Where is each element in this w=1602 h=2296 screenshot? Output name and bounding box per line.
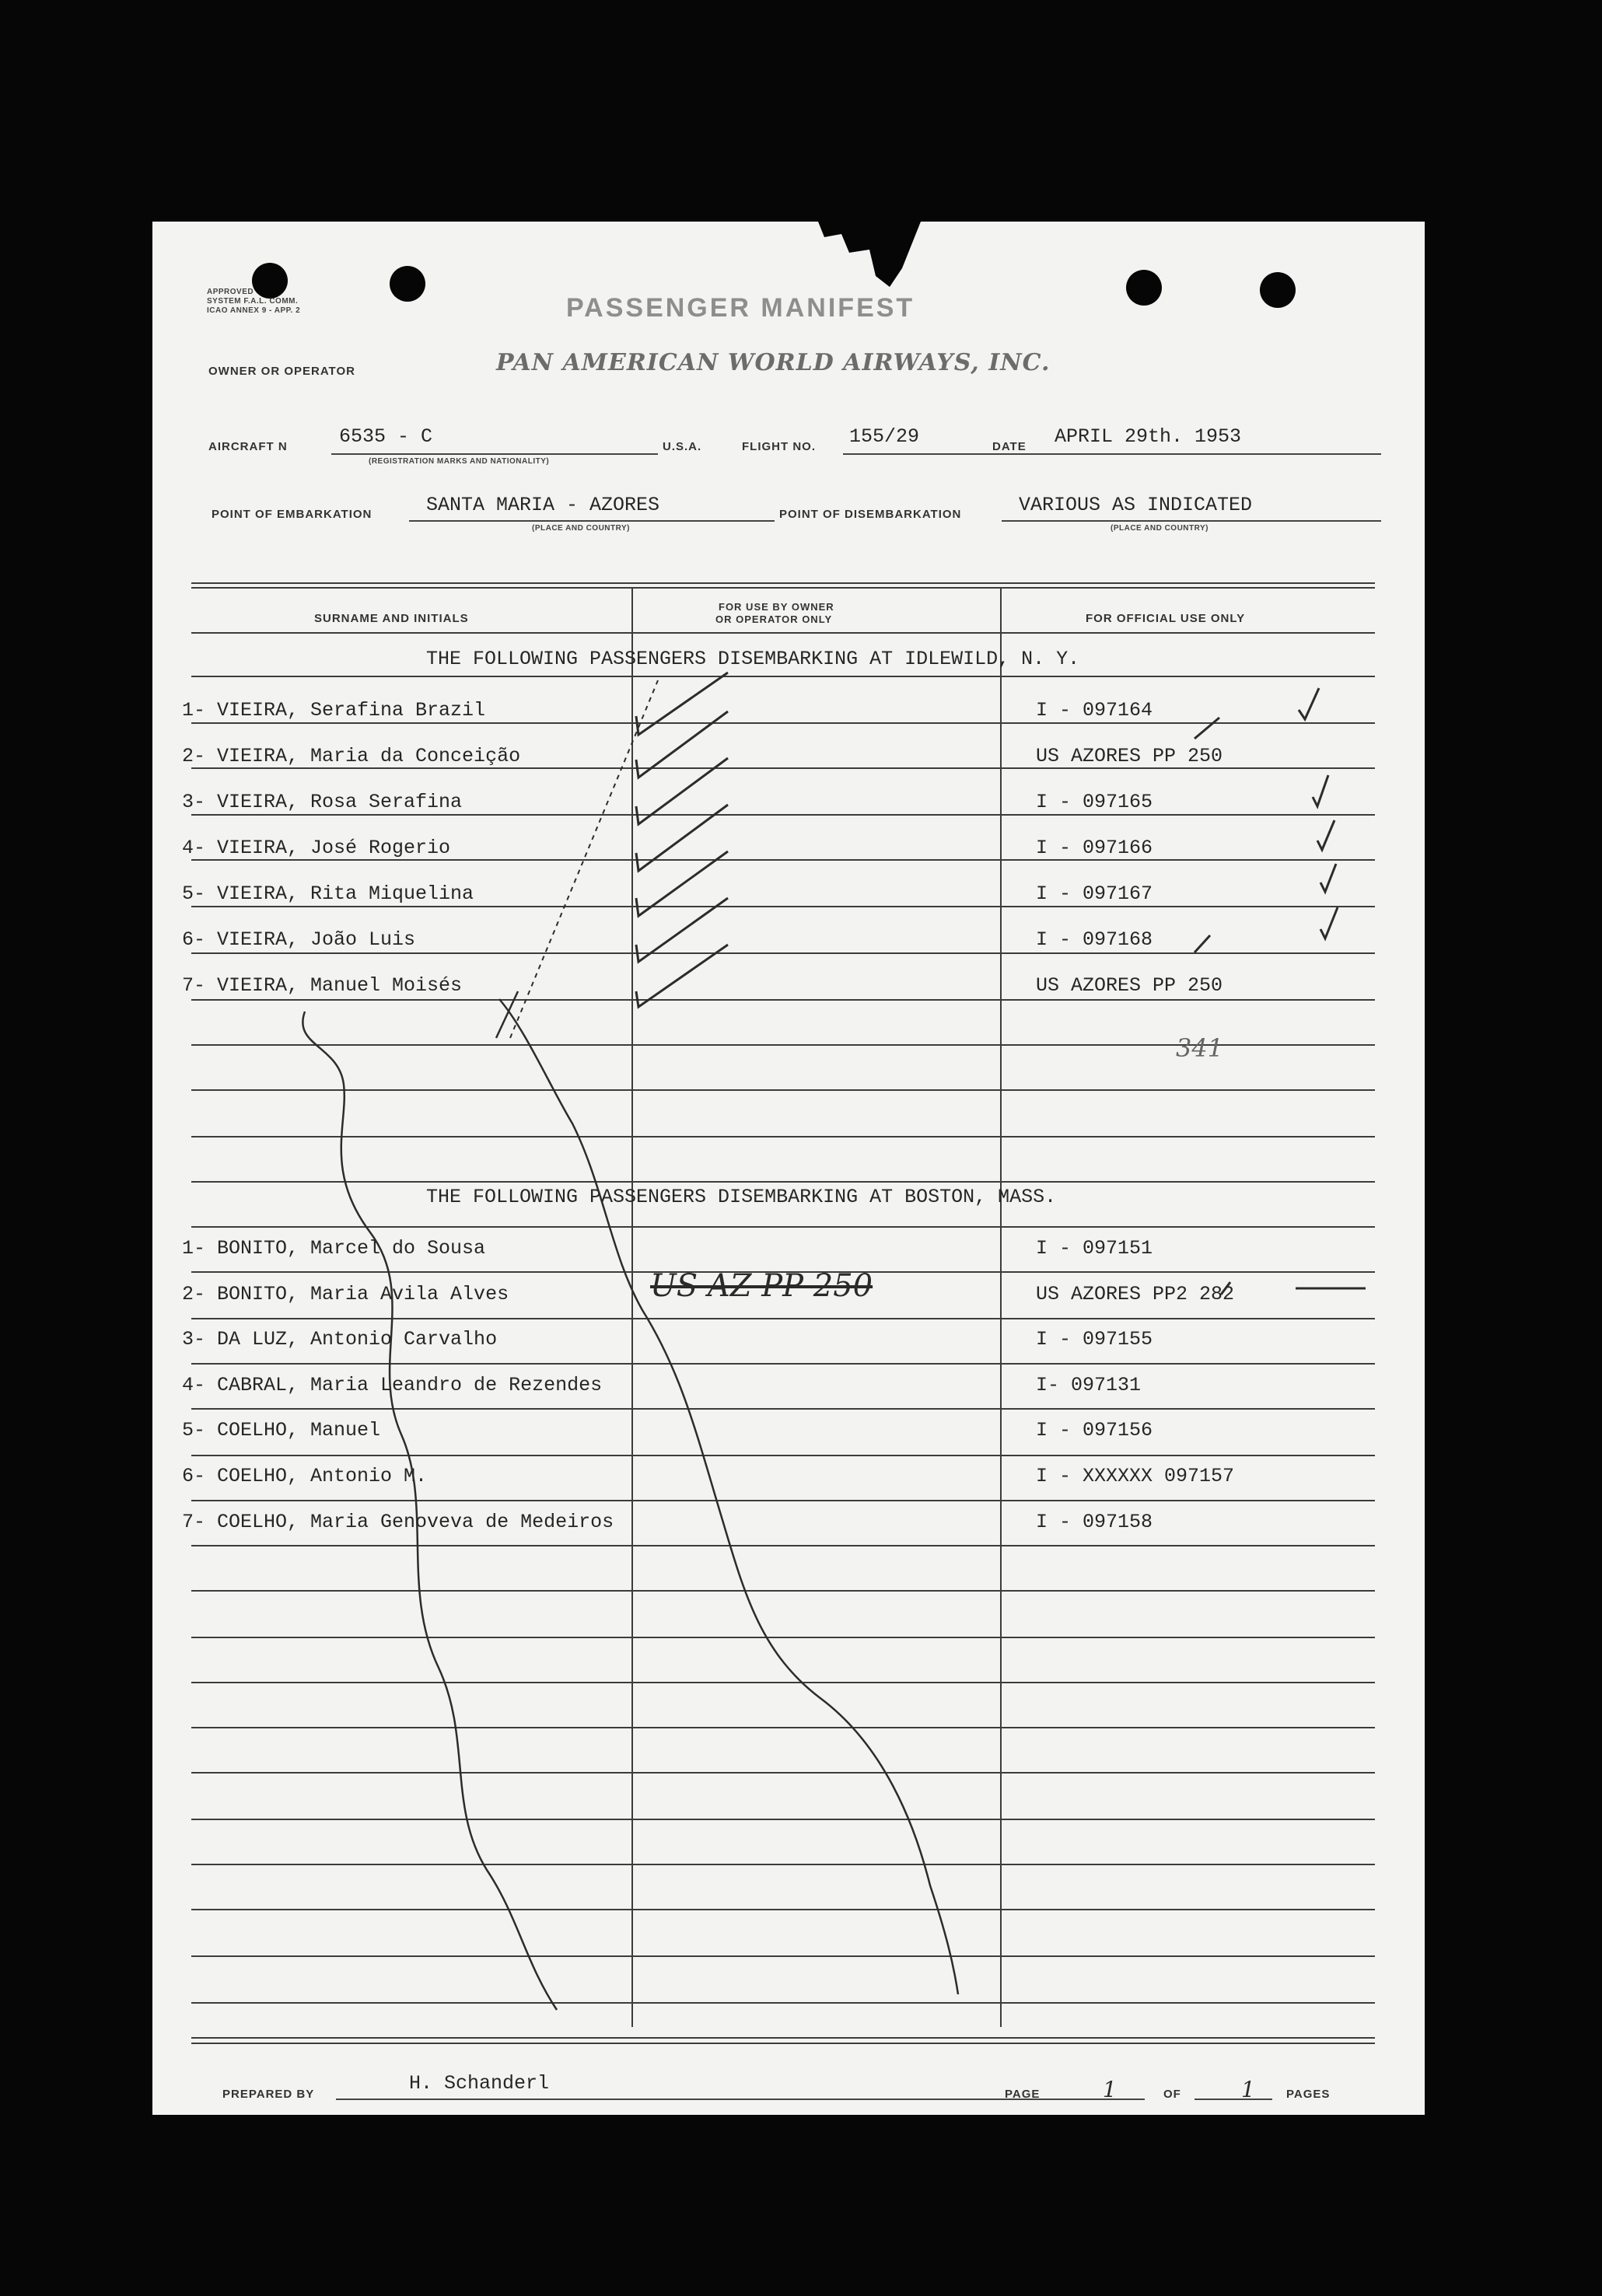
check-icon xyxy=(1299,688,1319,719)
passenger-name: 4- CABRAL, Maria Leandro de Rezendes xyxy=(182,1373,603,1396)
flight-label: FLIGHT NO. xyxy=(742,440,816,453)
official-entry: I- 097131 xyxy=(1036,1373,1142,1396)
official-entry: I - 097166 xyxy=(1036,837,1153,859)
passenger-name: 1- VIEIRA, Serafina Brazil xyxy=(182,699,486,722)
passenger-name: 2- VIEIRA, Maria da Conceição xyxy=(182,745,521,767)
column-official: FOR OFFICIAL USE ONLY xyxy=(1086,612,1246,625)
aircraft-sub: (REGISTRATION MARKS AND NATIONALITY) xyxy=(369,457,550,466)
disembark-label: POINT OF DISEMBARKATION xyxy=(779,508,962,521)
passenger-name: 6- VIEIRA, João Luis xyxy=(182,928,416,951)
approval-line: ICAO ANNEX 9 - APP. 2 xyxy=(207,306,301,315)
official-entry: I - 097165 xyxy=(1036,791,1153,813)
official-entry: US AZORES PP 250 xyxy=(1036,745,1223,767)
page-label: PAGE xyxy=(1005,2088,1041,2101)
prepared-value: H. Schanderl xyxy=(409,2072,550,2095)
group-heading-boston: THE FOLLOWING PASSENGERS DISEMBARKING AT BOSTON, MASS. xyxy=(426,1186,1057,1208)
owner-note: US AZ PP 250 xyxy=(650,1268,873,1304)
date-value: APRIL 29th. 1953 xyxy=(1055,425,1242,448)
passenger-name: 3- VIEIRA, Rosa Serafina xyxy=(182,791,463,813)
check-icon xyxy=(1313,775,1328,806)
official-entry: I - 097155 xyxy=(1036,1328,1153,1351)
of-value: 1 xyxy=(1241,2077,1255,2102)
passenger-name: 3- DA LUZ, Antonio Carvalho xyxy=(182,1328,498,1351)
column-surname: SURNAME AND INITIALS xyxy=(314,612,469,625)
approval-line: SYSTEM F.A.L. COMM. xyxy=(207,297,299,306)
tick-mark xyxy=(1195,718,1219,739)
column-owner-use: FOR USE BY OWNER xyxy=(719,601,834,613)
official-entry: I - 097167 xyxy=(1036,882,1153,905)
embark-label: POINT OF EMBARKATION xyxy=(212,508,373,521)
date-label: DATE xyxy=(992,440,1027,453)
check-icon xyxy=(636,673,728,735)
manifest-sheet xyxy=(152,222,1425,2115)
tick-mark xyxy=(1195,935,1210,952)
passenger-name: 5- VIEIRA, Rita Miquelina xyxy=(182,882,474,905)
passenger-name: 7- VIEIRA, Manuel Moisés xyxy=(182,974,463,997)
official-entry: US AZORES PP2 282 xyxy=(1036,1282,1235,1305)
of-label: OF xyxy=(1163,2088,1181,2101)
check-icon xyxy=(1320,907,1338,938)
aircraft-value: 6535 - C xyxy=(339,425,433,448)
passenger-name: 2- BONITO, Maria Avila Alves xyxy=(182,1282,509,1305)
check-icon xyxy=(1320,864,1336,892)
column-owner-use: OR OPERATOR ONLY xyxy=(715,613,833,625)
note-341: 341 xyxy=(1176,1033,1224,1063)
owner-label: OWNER OR OPERATOR xyxy=(208,365,355,378)
passenger-name: 5- COELHO, Manuel xyxy=(182,1419,381,1442)
check-icon xyxy=(1317,820,1334,850)
country-label: U.S.A. xyxy=(663,440,702,453)
group-heading-idlewild: THE FOLLOWING PASSENGERS DISEMBARKING AT IDLEWILD, N. Y. xyxy=(426,648,1080,670)
passenger-name: 1- BONITO, Marcel do Sousa xyxy=(182,1237,486,1260)
passenger-name: 7- COELHO, Maria Genoveva de Medeiros xyxy=(182,1510,614,1533)
embark-value: SANTA MARIA - AZORES xyxy=(426,494,660,516)
aircraft-label: AIRCRAFT N xyxy=(208,440,288,453)
passenger-name: 4- VIEIRA, José Rogerio xyxy=(182,837,451,859)
official-entry: I - 097158 xyxy=(1036,1510,1153,1533)
official-entry: I - XXXXXX 097157 xyxy=(1036,1465,1235,1487)
passenger-name: 6- COELHO, Antonio M. xyxy=(182,1465,428,1487)
flight-value: 155/29 xyxy=(849,425,920,448)
pages-label: PAGES xyxy=(1286,2088,1331,2101)
approval-line: APPROVED xyxy=(207,288,254,296)
disembark-sub: (PLACE AND COUNTRY) xyxy=(1111,524,1208,533)
official-entry: I - 097164 xyxy=(1036,699,1153,722)
official-entry: US AZORES PP 250 xyxy=(1036,974,1223,997)
prepared-label: PREPARED BY xyxy=(222,2088,315,2101)
official-entry: I - 097168 xyxy=(1036,928,1153,951)
handwritten-marks xyxy=(152,222,1425,2115)
page-value: 1 xyxy=(1103,2077,1117,2102)
official-entry: I - 097151 xyxy=(1036,1237,1153,1260)
embark-sub: (PLACE AND COUNTRY) xyxy=(532,524,630,533)
official-entry: I - 097156 xyxy=(1036,1419,1153,1442)
page-title: PASSENGER MANIFEST xyxy=(566,293,915,323)
owner-value: PAN AMERICAN WORLD AIRWAYS, INC. xyxy=(496,349,1051,376)
disembark-value: VARIOUS AS INDICATED xyxy=(1019,494,1253,516)
